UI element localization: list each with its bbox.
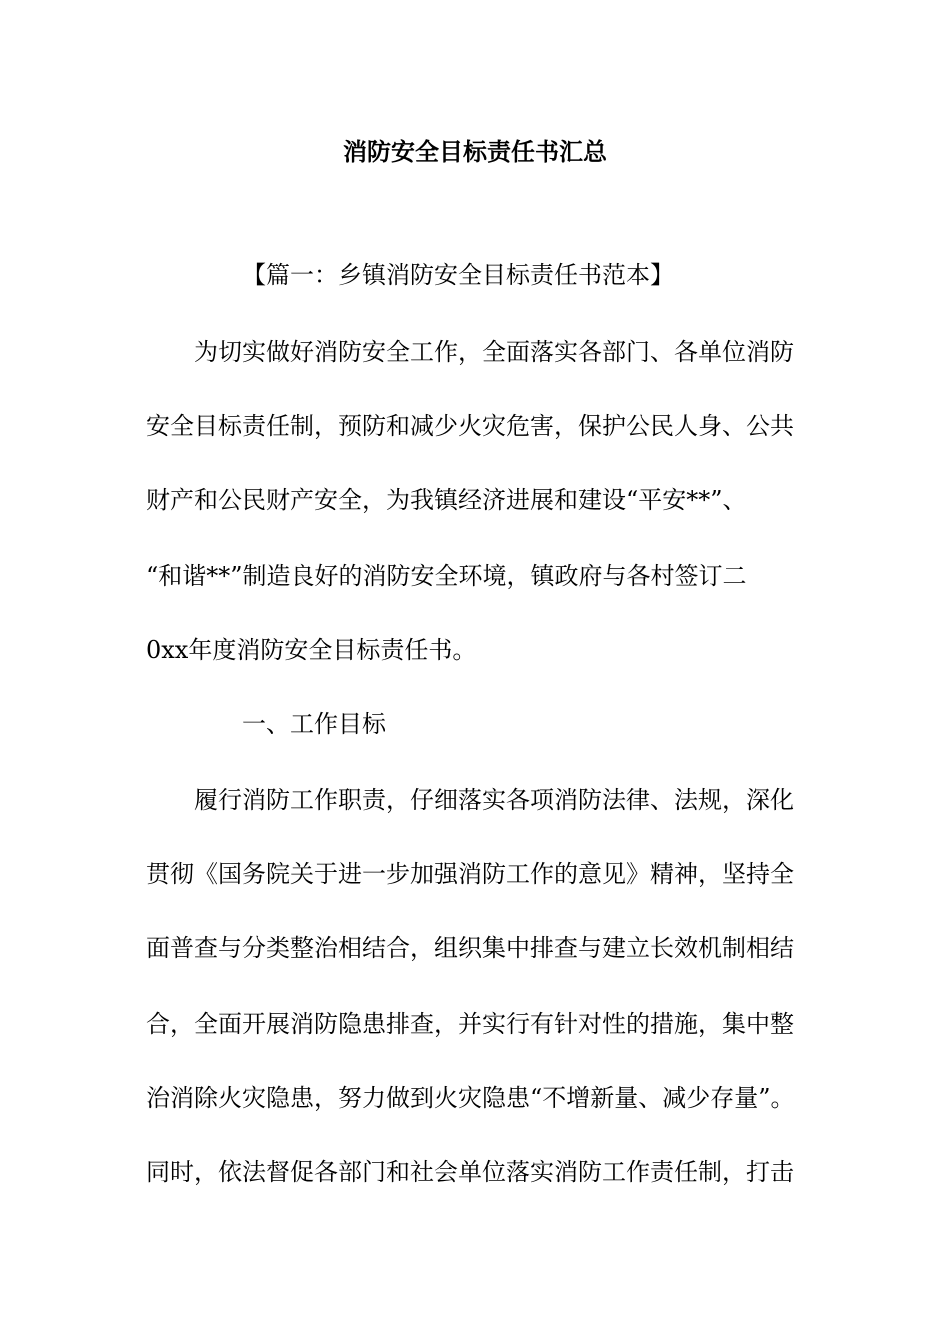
paragraph-line: 财产和公民财产安全，为我镇经济进展和建设“平安**”、 bbox=[146, 486, 747, 514]
paragraph-line: 安全目标责任制，预防和减少火灾危害，保护公民人身、公共 bbox=[146, 412, 794, 440]
paragraph-line: 合，全面开展消防隐患排查，并实行有针对性的措施，集中整 bbox=[146, 1010, 794, 1038]
paragraph-line: 履行消防工作职责，仔细落实各项消防法律、法规，深化 bbox=[194, 786, 794, 814]
document-title: 消防安全目标责任书汇总 bbox=[343, 138, 607, 166]
article-subtitle: 【篇一：乡镇消防安全目标责任书范本】 bbox=[242, 261, 674, 289]
paragraph-line: 为切实做好消防安全工作，全面落实各部门、各单位消防 bbox=[194, 338, 794, 366]
paragraph-line: 同时，依法督促各部门和社会单位落实消防工作责任制，打击 bbox=[146, 1158, 794, 1186]
paragraph-line: 面普查与分类整治相结合，组织集中排查与建立长效机制相结 bbox=[146, 934, 794, 962]
section-heading: 一、工作目标 bbox=[242, 710, 386, 738]
paragraph-line: 治消除火灾隐患，努力做到火灾隐患“不增新量、减少存量”。 bbox=[146, 1084, 795, 1112]
paragraph-line: “和谐**”制造良好的消防安全环境，镇政府与各村签订二 bbox=[146, 562, 747, 590]
paragraph-line: 0xx年度消防安全目标责任书。 bbox=[146, 636, 477, 664]
paragraph-line: 贯彻《国务院关于进一步加强消防工作的意见》精神，坚持全 bbox=[146, 860, 794, 888]
